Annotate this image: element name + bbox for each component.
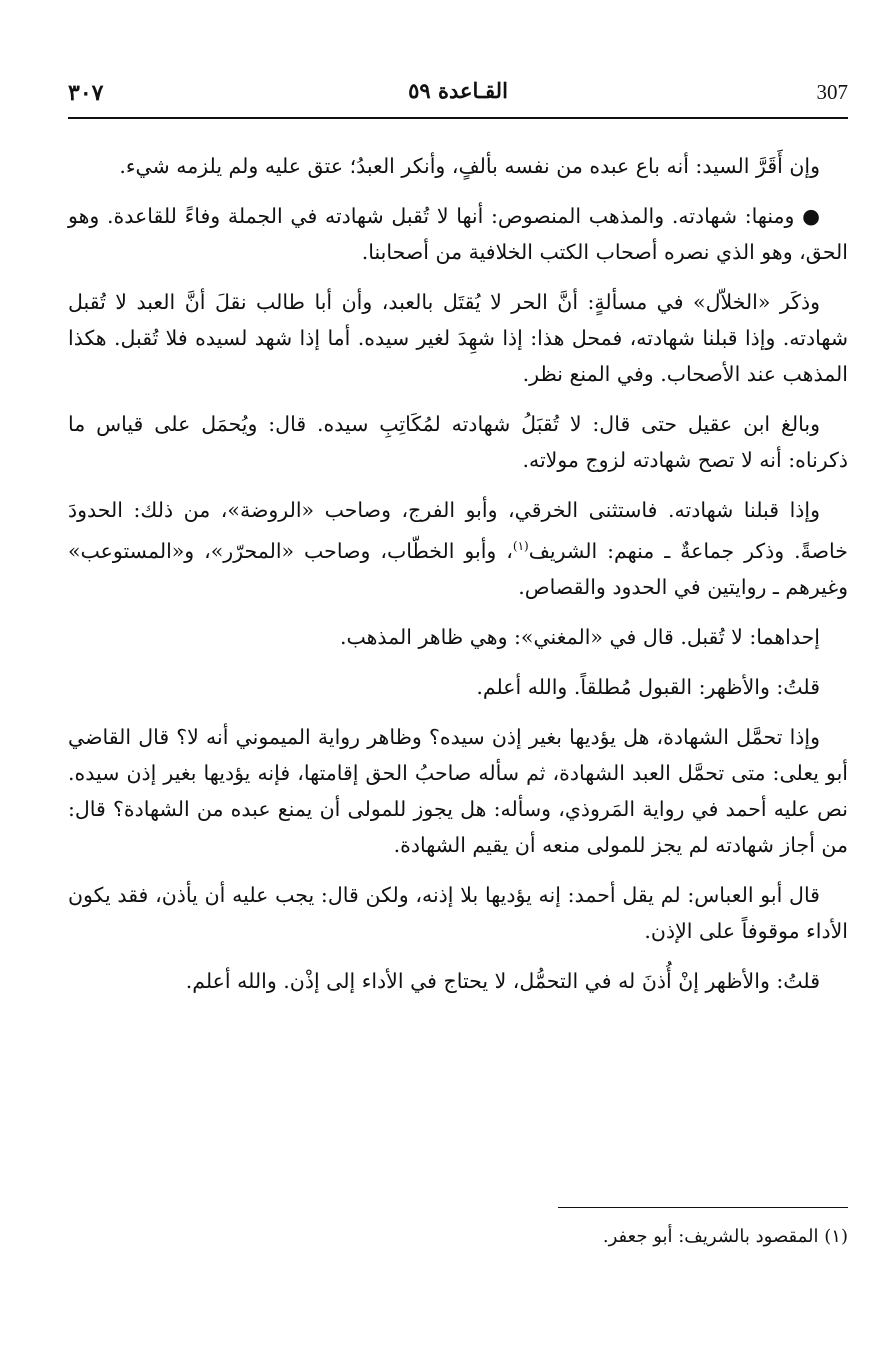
arabic-page-number: ٣٠٧ (68, 80, 104, 106)
paragraph-text: ، وأبو الخطّاب، وصاحب «المحرّر»، و«المستوعب» وغيرهم ـ روايتين في الحدود والقصاص. (68, 538, 848, 599)
page-header (68, 78, 848, 118)
header-rule (68, 117, 848, 119)
latin-page-number: 307 (816, 80, 848, 104)
paragraph: قال أبو العباس: لم يقل أحمد: إنه يؤديها بلا إذنه، ولكن قال: يجب عليه أن يأذن، فقد يكون الأداء موقوفاً على الإذن. (68, 882, 848, 943)
paragraph: إحداهما: لا تُقبل. قال في «المغني»: وهي ظاهر المذهب. (339, 624, 820, 649)
paragraph: وذكَر «الخلاّل» في مسألةٍ: أنَّ الحر لا يُقتَل بالعبد، وأن أبا طالب نقلَ أنَّ العبد لا تُقبل شهادته. وإذا قبلنا شهادته، فمحل هذا: إذا شهِدَ لغير سيده. أما إذا شهد لسيده فلا تُقبل. هكذا المذهب عند الأصحاب. وفي المنع نظر. (68, 290, 848, 386)
paragraph: ● ومنها: شهادته. والمذهب المنصوص: أنها لا تُقبل شهادته في الجملة وفاءً للقاعدة. وهو الحق، وهو الذي نصره أصحاب الكتب الخلافية من أصحابنا. (68, 204, 848, 264)
page-body (68, 148, 848, 1013)
footnote-ref[interactable]: (١) (512, 539, 529, 553)
paragraph-text: وإذا قبلنا شهادته. فاستثنى الخرقي، وأبو الفرج، وصاحب «الروضة»، من ذلك: الحدودَ خاصةً. وذكر جماعةٌ ـ منهم: الشريف (68, 498, 848, 563)
paragraph-with-footnote-ref (68, 492, 848, 605)
footnote: (١) المقصود بالشريف: أبو جعفر. (602, 1226, 848, 1247)
paragraph: قلتُ: والأظهر إنْ أُذنَ له في التحمُّل، لا يحتاج في الأداء إلى إذْن. والله أعلم. (185, 968, 820, 993)
chapter-title: القـاعدة ٥٩ (408, 78, 508, 103)
paragraph: وبالغ ابن عقيل حتى قال: لا تُقبَلُ شهادته لمُكَاتِبِ سيده. قال: ويُحمَل على قياس ما ذكرناه: أنه لا تصح شهادته لزوج مولاته. (68, 412, 848, 472)
footnote-rule (558, 1207, 848, 1208)
paragraph: وإذا تحمَّل الشهادة، هل يؤديها بغير إذن سيده؟ وظاهر رواية الميموني أنه لا؟ قال القاضي أبو يعلى: متى تحمَّل العبد الشهادة، ثم سأله صاحبُ الحق إقامتها، فإنه يؤديها بغير إذن سيده. نص عليه أحمد في رواية المَروذي، وسأله: هل يجوز للمولى أن يمنع عبده من الشهادة؟ قال: من أجاز شهادته لم يجز للمولى منعه أن يقيم الشهادة. (68, 724, 848, 857)
paragraph: قلتُ: والأظهر: القبول مُطلقاً. والله أعلم. (476, 674, 820, 699)
paragraph: وإن أَقَرَّ السيد: أنه باع عبده من نفسه بألفٍ، وأنكر العبدُ؛ عتق عليه ولم يلزمه شيء. (119, 154, 820, 178)
